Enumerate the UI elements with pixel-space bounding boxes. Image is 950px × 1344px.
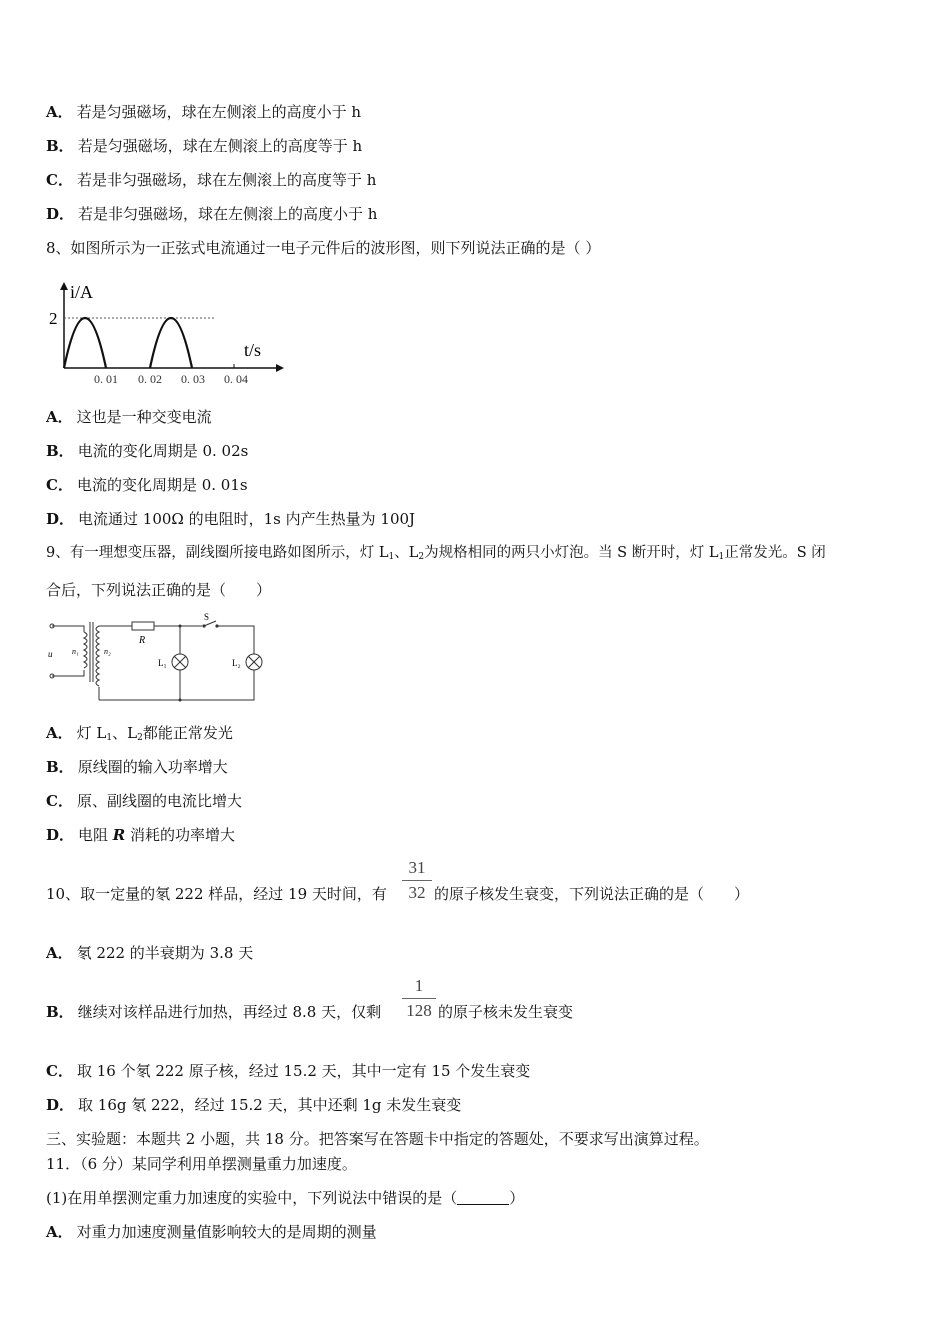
subscript: 2 xyxy=(137,733,143,743)
option-text: 若是匀强磁场，球在左侧滚上的高度小于 h xyxy=(76,103,362,121)
fraction-numerator: 31 xyxy=(408,858,426,877)
q10-fraction xyxy=(402,858,432,903)
q10-option-d xyxy=(46,1095,461,1115)
graph-x-tick: 0. 02 xyxy=(138,372,162,386)
option-label: C． xyxy=(46,171,73,189)
q11-sub1 xyxy=(46,1188,524,1208)
stem-text: 正常发光。S 闭 xyxy=(724,545,826,561)
option-text: 若是非匀强磁场，球在左侧滚上的高度等于 h xyxy=(76,171,377,189)
option-text: 若是匀强磁场，球在左侧滚上的高度等于 h xyxy=(77,137,363,155)
subscript: 1 xyxy=(106,733,113,743)
q10-stem-pre: 10、取一定量的氡 222 样品，经过 19 天时间，有 xyxy=(46,885,387,903)
option-label: C． xyxy=(46,1062,73,1080)
q9-circuit-diagram xyxy=(46,612,271,707)
stem-text: (1)在用单摆测定重力加速度的实验中，下列说法中错误的是（ xyxy=(46,1189,458,1207)
label-l2: L₂ xyxy=(232,658,241,668)
graph-x-tick: 0. 03 xyxy=(181,372,205,386)
stem-text: 9、有一理想变压器，副线圈所接电路如图所示，灯 L xyxy=(46,545,389,561)
graph-y-label: i/A xyxy=(70,282,94,302)
option-text: 原线圈的输入功率增大 xyxy=(77,758,228,776)
stem-text: ） xyxy=(509,1189,525,1207)
q8-option-d xyxy=(46,509,415,529)
q9-stem-line1 xyxy=(46,543,826,567)
subscript: 2 xyxy=(418,552,425,562)
option-label: B． xyxy=(46,758,74,776)
q7-option-b xyxy=(46,136,362,156)
option-text: 灯 L xyxy=(76,724,107,742)
q8-option-a xyxy=(46,407,212,427)
label-n2: n₂ xyxy=(104,647,111,656)
graph-y-tick: 2 xyxy=(49,309,58,328)
q9-option-b xyxy=(46,757,228,777)
stem-text: 为规格相同的两只小灯泡。当 S 断开时，灯 L xyxy=(424,545,719,561)
q10-option-a xyxy=(46,943,253,963)
fraction-bar xyxy=(402,998,436,999)
option-label: C． xyxy=(46,792,73,810)
section-3-heading: 三、实验题：本题共 2 小题，共 18 分。把答案写在答题卡中指定的答题处，不要求写出演算过程。 xyxy=(46,1130,709,1148)
option-label: D． xyxy=(46,1096,75,1114)
subscript: 1 xyxy=(388,552,395,562)
option-text: 都能正常发光 xyxy=(142,724,233,742)
option-text: 消耗的功率增大 xyxy=(125,826,236,844)
option-label: D． xyxy=(46,826,75,844)
q9-option-c xyxy=(46,791,242,811)
option-text: 取 16 个氡 222 原子核，经过 15.2 天，其中一定有 15 个发生衰变 xyxy=(76,1062,531,1080)
subscript: 1 xyxy=(718,552,725,562)
q7-option-c xyxy=(46,170,376,190)
graph-x-tick: 0. 01 xyxy=(94,372,118,386)
q10-stem-post: 的原子核发生衰变，下列说法正确的是（ ） xyxy=(434,885,750,903)
option-label: A． xyxy=(46,1223,73,1241)
option-label: A． xyxy=(46,944,73,962)
option-label: A． xyxy=(46,408,73,426)
option-label: C． xyxy=(46,476,73,494)
option-italic-var: R xyxy=(112,826,126,844)
option-text: 氡 222 的半衰期为 3.8 天 xyxy=(76,944,254,962)
option-label: B． xyxy=(46,1003,74,1021)
option-text: 电阻 xyxy=(78,826,113,844)
label-s: S xyxy=(204,612,210,622)
fraction-denominator: 32 xyxy=(408,883,426,902)
answer-blank[interactable] xyxy=(457,1190,509,1205)
fraction-bar xyxy=(402,880,432,881)
option-text: 电流的变化周期是 0. 02s xyxy=(77,442,249,460)
q7-option-d xyxy=(46,204,377,224)
q11-stem: 11．（6 分）某同学利用单摆测量重力加速度。 xyxy=(46,1155,357,1173)
option-label: A． xyxy=(46,103,73,121)
label-r: R xyxy=(139,635,146,646)
graph-x-tick: 0. 04 xyxy=(224,372,248,386)
q8-stem: 8、如图所示为一正弦式电流通过一电子元件后的波形图，则下列说法正确的是（ ） xyxy=(46,239,601,257)
option-text: 电流通过 100Ω 的电阻时，1s 内产生热量为 100J xyxy=(78,510,416,528)
q9-stem-line2: 合后，下列说法正确的是（ ） xyxy=(46,581,272,599)
label-u: u xyxy=(48,649,53,659)
label-n1: n₁ xyxy=(72,647,79,656)
fraction-numerator: 1 xyxy=(414,976,424,995)
option-text: 这也是一种交变电流 xyxy=(76,408,212,426)
option-text: 继续对该样品进行加热，再经过 8.8 天，仅剩 xyxy=(77,1003,382,1021)
q8-option-c xyxy=(46,475,248,495)
q8-option-b xyxy=(46,441,248,461)
q10-option-b-post: 的原子核未发生衰变 xyxy=(438,1003,574,1021)
fraction-denominator: 128 xyxy=(406,1001,432,1020)
option-text: 、L xyxy=(112,724,138,742)
q7-option-a xyxy=(46,102,361,122)
q10-option-b-pre xyxy=(46,1002,381,1022)
option-text: 若是非匀强磁场，球在左侧滚上的高度小于 h xyxy=(78,205,378,223)
graph-x-label: t/s xyxy=(244,340,262,360)
option-text: 取 16g 氡 222，经过 15.2 天，其中还剩 1g 未发生衰变 xyxy=(78,1096,462,1114)
q10-option-b-fraction xyxy=(402,976,436,1021)
option-label: A． xyxy=(46,724,73,742)
option-text: 电流的变化周期是 0. 01s xyxy=(76,476,248,494)
q9-option-d xyxy=(46,825,235,845)
q9-option-a xyxy=(46,723,233,748)
option-label: B． xyxy=(46,137,74,155)
option-text: 对重力加速度测量值影响较大的是周期的测量 xyxy=(76,1223,377,1241)
q11-option-a xyxy=(46,1222,377,1242)
option-text: 原、副线圈的电流比增大 xyxy=(76,792,242,810)
option-label: D． xyxy=(46,510,75,528)
label-l1: L₁ xyxy=(158,658,167,668)
stem-text: 、L xyxy=(394,545,419,561)
q8-waveform-graph xyxy=(46,280,286,390)
option-label: D． xyxy=(46,205,75,223)
q10-option-c xyxy=(46,1061,530,1081)
option-label: B． xyxy=(46,442,74,460)
